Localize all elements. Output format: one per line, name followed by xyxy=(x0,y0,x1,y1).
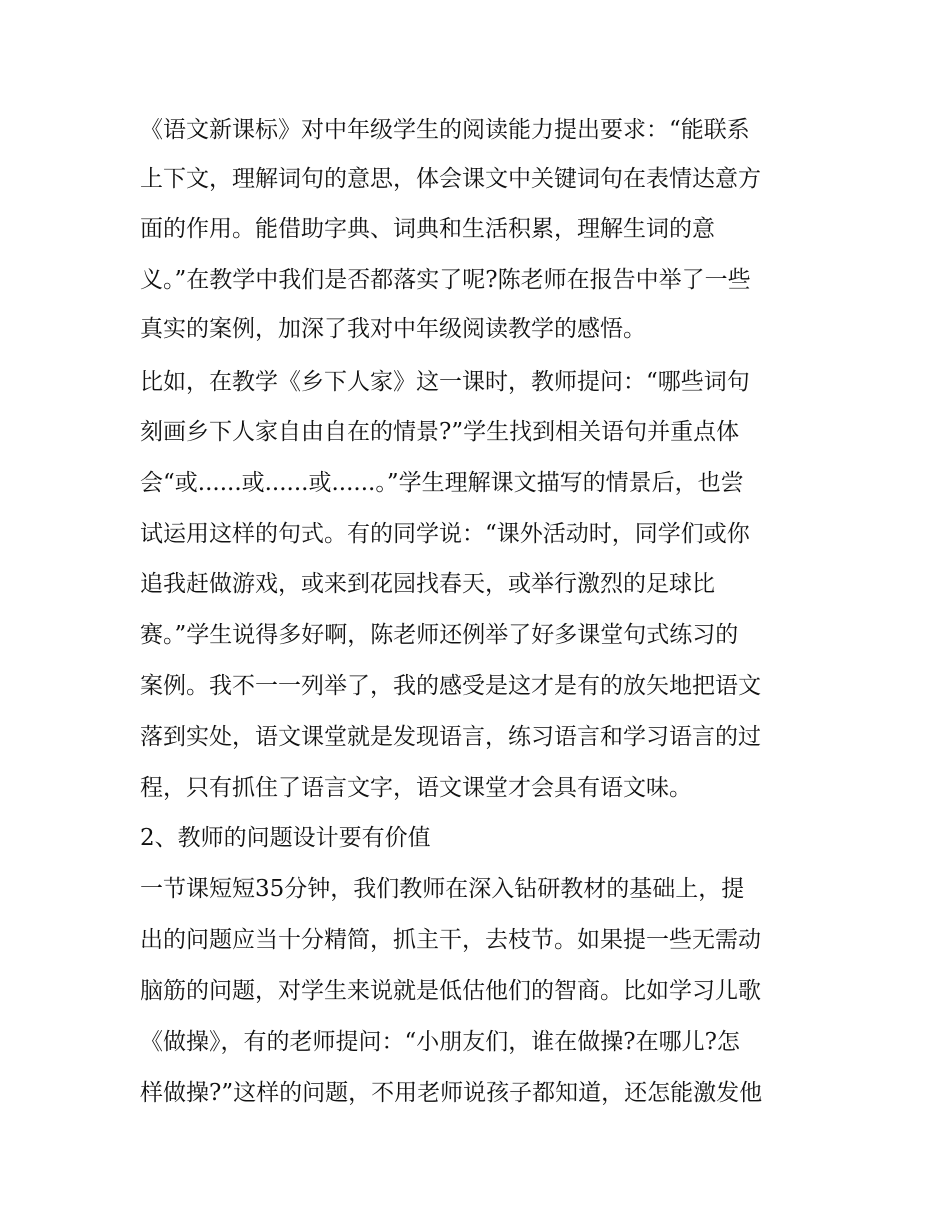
text-line: 追我赶做游戏，或来到花园找春天，或举行激烈的足球比 xyxy=(140,571,715,597)
text-line: 会“或......或......或......。”学生理解课文描写的情景后，也尝 xyxy=(140,470,744,496)
text-line: 刻画乡下人家自由自在的情景?”学生找到相关语句并重点体 xyxy=(140,419,740,445)
text-line: 面的作用。能借助字典、词典和生活积累，理解生词的意 xyxy=(140,216,715,242)
text-line: 试运用这样的句式。有的同学说：“课外活动时，同学们或你 xyxy=(140,521,750,547)
text-line: 脑筋的问题，对学生来说就是低估他们的智商。比如学习儿歌 xyxy=(140,978,761,1004)
text-line: 义。”在教学中我们是否都落实了呢?陈老师在报告中举了一些 xyxy=(140,267,751,293)
text-line: 出的问题应当十分精简，抓主干，去枝节。如果提一些无需动 xyxy=(140,927,761,953)
text-line: 案例。我不一一列举了，我的感受是这才是有的放矢地把语文 xyxy=(140,673,761,699)
text-line: 样做操?”这样的问题，不用老师说孩子都知道，还怎能激发他 xyxy=(140,1080,763,1106)
text-line: 上下文，理解词句的意思，体会课文中关键词句在表情达意方 xyxy=(140,166,761,192)
text-line: 程，只有抓住了语言文字，语文课堂才会具有语文味。 xyxy=(140,775,692,801)
text-line: 赛。”学生说得多好啊，陈老师还例举了好多课堂句式练习的 xyxy=(140,622,739,648)
text-line: 比如，在教学《乡下人家》这一课时，教师提问：“哪些词句 xyxy=(140,369,750,395)
text-line: 《语文新课标》对中年级学生的阅读能力提出要求：“能联系 xyxy=(140,117,750,143)
text-line: 一节课短短35分钟，我们教师在深入钻研教材的基础上，提 xyxy=(140,876,745,902)
text-line: 真实的案例，加深了我对中年级阅读教学的感悟。 xyxy=(140,316,646,342)
text-line: 《做操》，有的老师提问：“小朋友们，谁在做操?在哪儿?怎 xyxy=(140,1029,740,1055)
text-line: 落到实处，语文课堂就是发现语言，练习语言和学习语言的过 xyxy=(140,724,761,750)
section-heading: 2、教师的问题设计要有价值 xyxy=(140,825,431,851)
